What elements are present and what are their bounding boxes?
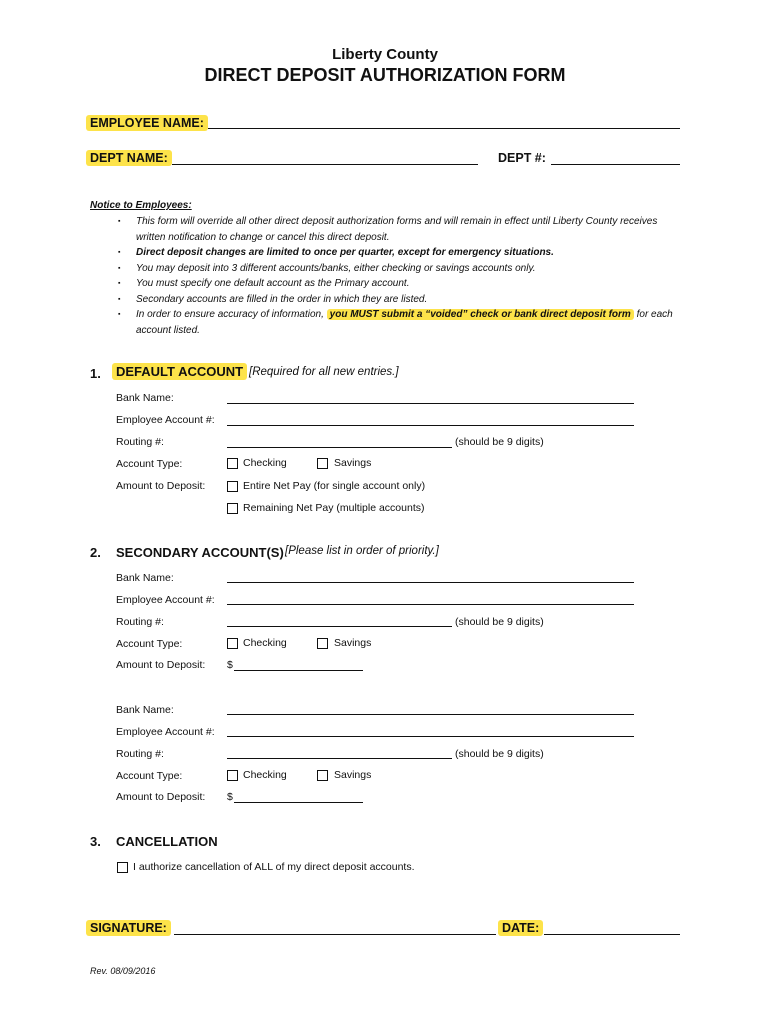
account-type-label: Account Type:	[116, 638, 183, 650]
employee-name-label: EMPLOYEE NAME:	[86, 115, 208, 131]
employee-account-label: Employee Account #:	[116, 594, 215, 606]
routing-label: Routing #:	[116, 616, 164, 628]
entire-net-pay-label: Entire Net Pay (for single account only)	[243, 480, 426, 492]
employee-account-label: Employee Account #:	[116, 726, 215, 738]
employee-account-field[interactable]	[227, 425, 634, 426]
entire-net-pay-checkbox[interactable]	[227, 481, 238, 492]
dept-number-field[interactable]	[551, 164, 680, 165]
employee-name-field[interactable]	[208, 128, 680, 129]
bank-name-field[interactable]	[227, 403, 634, 404]
bullet-icon: ▪	[118, 280, 121, 287]
bullet-icon: ▪	[118, 296, 121, 303]
date-field[interactable]	[544, 934, 680, 935]
section-number: 3.	[90, 834, 101, 849]
notice-item-text: for each	[636, 309, 673, 320]
notice-item-text: In order to ensure accuracy of information,	[136, 309, 324, 320]
notice-heading: Notice to Employees:	[90, 200, 192, 211]
dept-number-label: DEPT #:	[498, 151, 546, 165]
savings-checkbox[interactable]	[317, 458, 328, 469]
savings-checkbox[interactable]	[317, 770, 328, 781]
cancellation-checkbox[interactable]	[117, 862, 128, 873]
bank-name-label: Bank Name:	[116, 572, 174, 584]
savings-checkbox[interactable]	[317, 638, 328, 649]
employee-account-label: Employee Account #:	[116, 414, 215, 426]
notice-item	[136, 309, 673, 320]
bullet-icon: ▪	[118, 311, 121, 318]
section-title-cancellation: CANCELLATION	[116, 834, 218, 849]
dollar-sign: $	[227, 659, 233, 671]
section-note: [Please list in order of priority.]	[285, 545, 439, 557]
notice-item: You may deposit into 3 different accounts/banks, either checking or savings accounts only.	[136, 263, 536, 274]
employee-account-field[interactable]	[227, 604, 634, 605]
employee-account-field[interactable]	[227, 736, 634, 737]
bullet-icon: ▪	[118, 265, 121, 272]
bank-name-field[interactable]	[227, 714, 634, 715]
checking-label: Checking	[243, 769, 287, 781]
checking-checkbox[interactable]	[227, 458, 238, 469]
form-title: DIRECT DEPOSIT AUTHORIZATION FORM	[204, 65, 566, 85]
remaining-net-pay-label: Remaining Net Pay (multiple accounts)	[243, 502, 425, 514]
bank-name-label: Bank Name:	[116, 392, 174, 404]
routing-hint: (should be 9 digits)	[455, 748, 544, 760]
notice-item: Secondary accounts are filled in the order in which they are listed.	[136, 294, 428, 305]
dept-name-field[interactable]	[172, 164, 478, 165]
routing-hint: (should be 9 digits)	[455, 616, 544, 628]
amount-label: Amount to Deposit:	[116, 480, 206, 492]
remaining-net-pay-checkbox[interactable]	[227, 503, 238, 514]
revision-date: Rev. 08/09/2016	[90, 966, 156, 976]
routing-field[interactable]	[227, 758, 452, 759]
checking-checkbox[interactable]	[227, 638, 238, 649]
routing-field[interactable]	[227, 626, 452, 627]
signature-label: SIGNATURE:	[86, 920, 171, 936]
section-title-secondary-accounts: SECONDARY ACCOUNT(S)	[116, 545, 284, 560]
notice-item: written notification to change or cancel this direct deposit.	[136, 232, 390, 243]
section-title-default-account: DEFAULT ACCOUNT	[112, 363, 247, 380]
routing-label: Routing #:	[116, 748, 164, 760]
routing-hint: (should be 9 digits)	[455, 436, 544, 448]
notice-item: Direct deposit changes are limited to once per quarter, except for emergency situations.	[136, 247, 554, 258]
amount-field[interactable]	[234, 802, 363, 803]
signature-field[interactable]	[174, 934, 496, 935]
voided-check-notice: you MUST submit a “voided” check or bank direct deposit form	[327, 309, 634, 320]
notice-item: You must specify one default account as the Primary account.	[136, 278, 410, 289]
notice-item: This form will override all other direct deposit authorization forms and will remain in effect until Liberty County receives	[136, 216, 658, 227]
bullet-icon: ▪	[118, 249, 121, 256]
section-number: 2.	[90, 545, 101, 560]
amount-label: Amount to Deposit:	[116, 659, 206, 671]
cancellation-label: I authorize cancellation of ALL of my direct deposit accounts.	[133, 861, 415, 873]
bank-name-label: Bank Name:	[116, 704, 174, 716]
account-type-label: Account Type:	[116, 770, 183, 782]
dept-name-label: DEPT NAME:	[86, 150, 172, 166]
routing-field[interactable]	[227, 447, 452, 448]
section-number: 1.	[90, 366, 101, 381]
savings-label: Savings	[334, 637, 372, 649]
section-note: [Required for all new entries.]	[249, 366, 399, 378]
bank-name-field[interactable]	[227, 582, 634, 583]
bullet-icon: ▪	[118, 218, 121, 225]
date-label: DATE:	[498, 920, 543, 936]
county-name: Liberty County	[332, 46, 438, 63]
notice-item: account listed.	[136, 325, 200, 336]
checking-label: Checking	[243, 637, 287, 649]
amount-label: Amount to Deposit:	[116, 791, 206, 803]
routing-label: Routing #:	[116, 436, 164, 448]
savings-label: Savings	[334, 457, 372, 469]
checking-label: Checking	[243, 457, 287, 469]
amount-field[interactable]	[234, 670, 363, 671]
checking-checkbox[interactable]	[227, 770, 238, 781]
dollar-sign: $	[227, 791, 233, 803]
savings-label: Savings	[334, 769, 372, 781]
account-type-label: Account Type:	[116, 458, 183, 470]
